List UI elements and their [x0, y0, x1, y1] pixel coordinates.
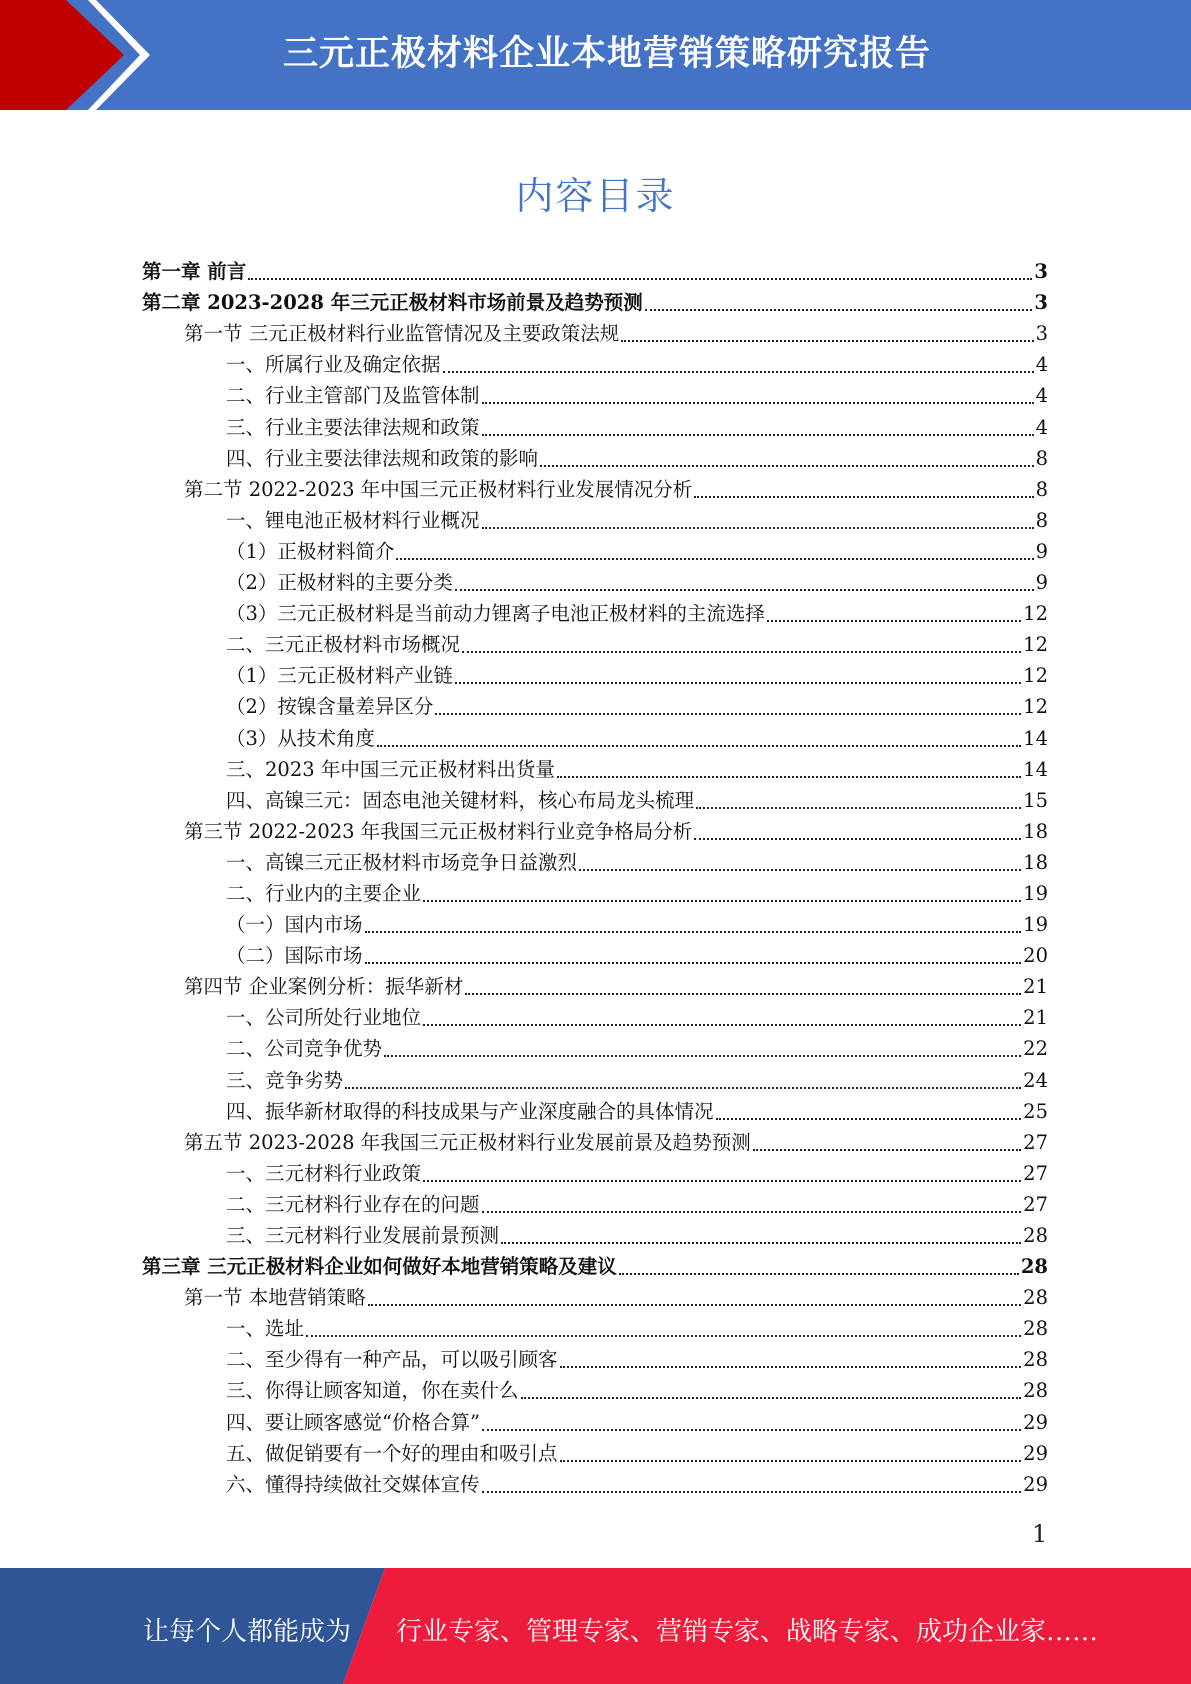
toc-dot-leader: [306, 1335, 1021, 1337]
toc-entry-page: 12: [1023, 602, 1048, 626]
toc-dot-leader: [248, 278, 1032, 280]
toc-entry[interactable]: [142, 999, 1048, 1030]
toc-dot-leader: [345, 1087, 1021, 1089]
toc-entry-title: 第三章 三元正极材料企业如何做好本地营销策略及建议: [142, 1255, 617, 1279]
toc-entry-title: 第五节 2023-2028 年我国三元正极材料行业发展前景及趋势预测: [184, 1130, 751, 1154]
toc-dot-leader: [694, 838, 1021, 840]
toc-entry-page: 4: [1035, 353, 1048, 377]
toc-dot-leader: [396, 558, 1033, 560]
footer-band: [0, 1568, 1191, 1684]
toc-dot-leader: [423, 1180, 1021, 1182]
toc-entry-title: 第四节 企业案例分析：振华新材: [184, 975, 464, 999]
toc-dot-leader: [540, 465, 1034, 467]
toc-entry-title: 一、三元材料行业政策: [226, 1161, 422, 1185]
toc-dot-leader: [560, 1460, 1022, 1462]
header-arrow-decoration: [0, 0, 160, 110]
toc-heading: 内容目录: [515, 174, 676, 218]
toc-entry-page: 28: [1023, 1224, 1048, 1247]
toc-entry-title: 五、做促销要有一个好的理由和吸引点: [226, 1441, 558, 1465]
toc-dot-leader: [619, 1273, 1019, 1275]
toc-entry-title: （2）按镍含量差异区分: [226, 695, 434, 719]
toc-entry-page: 27: [1023, 1161, 1048, 1185]
toc-entry-title: 三、行业主要法律法规和政策: [226, 415, 480, 439]
toc-entry-title: 第二节 2022-2023 年中国三元正极材料行业发展情况分析: [184, 477, 693, 501]
toc-entry[interactable]: [142, 440, 1048, 471]
toc-entry-page: 28: [1023, 1317, 1048, 1341]
toc-dot-leader: [482, 434, 1034, 436]
report-title: 三元正极材料企业本地营销策略研究报告: [283, 34, 932, 74]
toc-entry-title: 一、高镍三元正极材料市场竞争日益激烈: [226, 850, 578, 874]
toc-entry-page: 25: [1023, 1099, 1048, 1123]
toc-entry-title: 第一节 三元正极材料行业监管情况及主要政策法规: [184, 322, 620, 346]
toc-entry[interactable]: [142, 1435, 1048, 1466]
toc-dot-leader: [455, 682, 1021, 684]
toc-entry-page: 14: [1023, 726, 1048, 750]
toc-dot-leader: [521, 1397, 1022, 1399]
toc-entry-page: 27: [1023, 1130, 1048, 1154]
toc-entry[interactable]: [142, 564, 1048, 595]
toc-dot-leader: [579, 869, 1021, 871]
toc-entry[interactable]: [142, 1248, 1048, 1279]
toc-entry[interactable]: [142, 782, 1048, 813]
toc-entry[interactable]: [142, 284, 1048, 315]
footer-slogan-left: 让每个人都能成为: [143, 1617, 352, 1647]
toc-entry-page: 4: [1035, 384, 1048, 408]
toc-entry[interactable]: [142, 906, 1048, 937]
toc-dot-leader: [423, 1024, 1021, 1026]
toc-entry-page: 18: [1023, 850, 1048, 874]
toc-dot-leader: [645, 309, 1033, 311]
toc-entry-title: 三、你得让顾客知道，你在卖什么: [226, 1379, 519, 1403]
toc-entry-title: 第一节 本地营销策略: [184, 1286, 366, 1310]
toc-entry-page: 20: [1023, 944, 1048, 968]
toc-entry-title: 一、所属行业及确定依据: [226, 353, 441, 377]
toc-entry[interactable]: [142, 1186, 1048, 1217]
toc-entry-page: 4: [1035, 415, 1048, 439]
toc-entry-title: 二、行业内的主要企业: [226, 881, 422, 905]
toc-entry[interactable]: [142, 1310, 1048, 1341]
toc-dot-leader: [443, 371, 1034, 373]
toc-entry[interactable]: [142, 968, 1048, 999]
toc-dot-leader: [560, 1366, 1022, 1368]
toc-entry[interactable]: [142, 751, 1048, 782]
toc-dot-leader: [482, 1429, 1021, 1431]
toc-dot-leader: [716, 1118, 1022, 1120]
toc-entry-page: 14: [1023, 757, 1048, 781]
toc-dot-leader: [365, 931, 1022, 933]
toc-entry[interactable]: [142, 688, 1048, 719]
toc-entry[interactable]: [142, 1372, 1048, 1403]
toc-dot-leader: [435, 713, 1021, 715]
toc-entry-title: 二、三元正极材料市场概况: [226, 633, 461, 657]
toc-entry-page: 21: [1023, 975, 1048, 999]
toc-dot-leader: [365, 962, 1022, 964]
toc-entry[interactable]: [142, 1403, 1048, 1434]
toc-entry-title: （二）国际市场: [226, 944, 363, 968]
toc-entry-title: 第二章 2023-2028 年三元正极材料市场前景及趋势预测: [142, 291, 643, 315]
toc-entry-page: 18: [1023, 819, 1048, 843]
toc-entry[interactable]: [142, 844, 1048, 875]
toc-entry-title: 四、要让顾客感觉“价格合算”: [226, 1410, 480, 1434]
toc-entry-page: 29: [1023, 1410, 1048, 1434]
toc-entry-title: （一）国内市场: [226, 913, 363, 937]
toc-entry-page: 12: [1023, 664, 1048, 688]
toc-entry[interactable]: [142, 1279, 1048, 1310]
toc-entry-title: 二、三元材料行业存在的问题: [226, 1192, 480, 1216]
table-of-contents: [142, 253, 1048, 1497]
toc-dot-leader: [384, 1055, 1021, 1057]
toc-entry-title: 第一章 前言: [142, 260, 247, 284]
toc-dot-leader: [482, 527, 1034, 529]
toc-entry-title: 一、锂电池正极材料行业概况: [226, 508, 480, 532]
toc-entry-page: 19: [1023, 913, 1048, 937]
toc-dot-leader: [621, 340, 1033, 342]
toc-entry-page: 12: [1023, 695, 1048, 719]
toc-entry[interactable]: [142, 346, 1048, 377]
toc-entry-page: 8: [1035, 446, 1048, 470]
toc-dot-leader: [482, 1491, 1022, 1493]
toc-entry-title: （1）三元正极材料产业链: [226, 664, 453, 688]
toc-entry[interactable]: [142, 377, 1048, 408]
toc-entry-title: 三、2023 年中国三元正极材料出货量: [226, 757, 555, 781]
toc-entry[interactable]: [142, 719, 1048, 750]
toc-dot-leader: [465, 993, 1021, 995]
page-number: 1: [1032, 1520, 1048, 1548]
toc-entry-title: （1）正极材料简介: [226, 539, 395, 563]
toc-entry-title: 四、行业主要法律法规和政策的影响: [226, 446, 539, 470]
toc-entry[interactable]: [142, 533, 1048, 564]
toc-entry[interactable]: [142, 1155, 1048, 1186]
toc-dot-leader: [482, 1211, 1022, 1213]
toc-dot-leader: [377, 745, 1021, 747]
toc-dot-leader: [501, 1242, 1021, 1244]
toc-entry[interactable]: [142, 1341, 1048, 1372]
toc-entry-title: 三、三元材料行业发展前景预测: [226, 1224, 500, 1247]
toc-entry-title: 第三节 2022-2023 年我国三元正极材料行业竞争格局分析: [184, 819, 693, 843]
toc-entry-title: （2）正极材料的主要分类: [226, 571, 453, 595]
toc-entry-title: （3）三元正极材料是当前动力锂离子电池正极材料的主流选择: [226, 602, 765, 626]
toc-entry-title: 二、行业主管部门及监管体制: [226, 384, 480, 408]
toc-entry-title: 三、竞争劣势: [226, 1068, 344, 1092]
toc-entry[interactable]: [142, 595, 1048, 626]
toc-entry-page: 27: [1023, 1192, 1048, 1216]
toc-dot-leader: [482, 402, 1034, 404]
toc-entry-title: 二、至少得有一种产品，可以吸引顾客: [226, 1348, 558, 1372]
toc-entry-page: 8: [1035, 477, 1048, 501]
toc-entry-page: 15: [1023, 788, 1048, 812]
toc-dot-leader: [753, 1149, 1021, 1151]
toc-entry[interactable]: [142, 1061, 1048, 1092]
toc-dot-leader: [696, 807, 1021, 809]
toc-entry-title: 二、公司竞争优势: [226, 1037, 383, 1061]
toc-entry[interactable]: [142, 1124, 1048, 1155]
header-band: [0, 0, 1191, 110]
toc-entry-page: 3: [1035, 322, 1048, 346]
toc-entry-title: 六、懂得持续做社交媒体宣传: [226, 1472, 480, 1496]
toc-dot-leader: [368, 1304, 1021, 1306]
toc-entry[interactable]: [142, 502, 1048, 533]
toc-dot-leader: [462, 651, 1021, 653]
toc-entry-page: 19: [1023, 881, 1048, 905]
toc-entry-page: 9: [1035, 539, 1048, 563]
toc-dot-leader: [423, 900, 1021, 902]
toc-entry[interactable]: [142, 875, 1048, 906]
toc-entry[interactable]: [142, 253, 1048, 284]
toc-entry-page: 3: [1034, 291, 1048, 315]
toc-entry-page: 24: [1023, 1068, 1048, 1092]
toc-entry[interactable]: [142, 657, 1048, 688]
toc-entry-title: 四、振华新材取得的科技成果与产业深度融合的具体情况: [226, 1099, 714, 1123]
toc-entry-page: 8: [1035, 508, 1048, 532]
toc-entry[interactable]: [142, 1466, 1048, 1497]
toc-entry[interactable]: [142, 626, 1048, 657]
toc-entry-page: 21: [1023, 1006, 1048, 1030]
toc-entry-title: 一、选址: [226, 1317, 305, 1341]
toc-entry[interactable]: [142, 471, 1048, 502]
toc-entry-page: 28: [1020, 1255, 1048, 1279]
toc-dot-leader: [455, 589, 1034, 591]
toc-entry-page: 22: [1023, 1037, 1048, 1061]
toc-entry-page: 28: [1023, 1348, 1048, 1372]
toc-dot-leader: [767, 620, 1021, 622]
toc-entry[interactable]: [142, 1217, 1048, 1248]
toc-entry-page: 3: [1034, 260, 1048, 284]
toc-entry-page: 29: [1023, 1441, 1048, 1465]
toc-entry[interactable]: [142, 408, 1048, 439]
toc-dot-leader: [557, 776, 1021, 778]
toc-entry-title: 一、公司所处行业地位: [226, 1006, 422, 1030]
toc-entry[interactable]: [142, 813, 1048, 844]
toc-entry-title: （3）从技术角度: [226, 726, 375, 750]
toc-entry[interactable]: [142, 937, 1048, 968]
toc-dot-leader: [694, 496, 1033, 498]
footer-slogan-right: 行业专家、管理专家、营销专家、战略专家、成功企业家……: [396, 1617, 1099, 1647]
toc-entry[interactable]: [142, 1093, 1048, 1124]
toc-entry-page: 9: [1035, 571, 1048, 595]
toc-entry[interactable]: [142, 315, 1048, 346]
toc-entry-page: 28: [1023, 1379, 1048, 1403]
toc-entry-page: 28: [1023, 1286, 1048, 1310]
toc-entry-page: 29: [1023, 1472, 1048, 1496]
toc-entry[interactable]: [142, 1030, 1048, 1061]
toc-entry-page: 12: [1023, 633, 1048, 657]
toc-entry-title: 四、高镍三元：固态电池关键材料，核心布局龙头梳理: [226, 788, 695, 812]
